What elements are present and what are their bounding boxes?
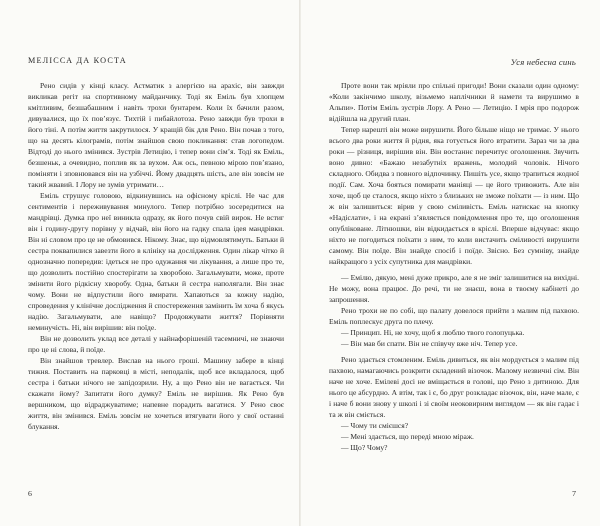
dialogue-line: — Він мав би спати. Він не співучу вже ніч. Тепер усе. [341, 339, 518, 348]
paragraph: Рено трохи не по собі, що палату довелося прийти з малим під пахвою. Еміль поплескує друга по плечу. [329, 306, 579, 326]
paragraph: Проте вони так мріяли про спільні пригоди! Вони сказали один одному: «Коли закінчимо школу, візьмемо наплічники й намети та вирушимо в Альпи». Потім Еміль зустрів Лору. А Рено — Летицію. І мрія про подорож відійшла на другий план. [329, 81, 579, 123]
right-page-body [329, 80, 579, 453]
page-number-right: 7 [572, 489, 576, 498]
paragraph: Він знайшов тревлер. Вислав на нього гроші. Машину забере в кінці тижня. Поставить на парковці в місті, неподалік, щоб все вкладалося, щоб сестра і батьки нічого не запідозрили. Ну, а що Рено він не вагається. Чи скажати йому? Запитати його думку? Еміль не вирішив. Як Рено був вершником, що відраджуватиме; напевне порадить вагатися. У Рено своє життя, він змінився. Еміль зовсім не хочеться втягувати його у свої останні блукання. [28, 356, 284, 431]
dialogue-line: — Що? Чому? [341, 443, 388, 452]
paragraph: Рено здається стомленим. Еміль дивиться, як він мордується з малим під пахвою, намагаючись розкрити складений візочок. Малому незвичні сім. Він наче не хоче. Емілеві досі не вміщається в голові, що Рено з дитиною. Для нього це абсурдно. А втім, так і є, бо друг розкладає візочок, він, наче мале, є і наче б вони знову у школі і зі своїм неоковирним виглядом — як він гадає і та ж він сміється. [329, 355, 579, 419]
running-head-author: МЕЛІССА ДА КОСТА [28, 56, 127, 65]
paragraph: Він не дозволить уклад все деталі у найнафорішеній тасемничі, не знаючи про це ні слова, й поїде. [28, 334, 284, 354]
paragraph: — Емілю, дякую, мені дуже прикро, але я не зміг залишитися на вихідні. Не можу, вона працює. До речі, ти не знаєш, вона в твоєму кабінеті до запрошення. [329, 273, 579, 304]
paragraph: Рено сидів у кінці класу. Астматик з алергією на арахіс, він завжди викликав регіт на спортивному майданчику. Тоді як Еміль був хлопцем кмітливим, безшабашним і навіть трохи бунтарем. Коли їх бачили разом, дивувалися, що їх пов’язує. Тихтій і пибайлотоза. Рено завжди був трохи в його тіні. А потім життя закрутилося. У кращій бік для Рено. Він почав з того, що на десять кілограмів, потім знайшов свою покликання: став логопедом. Відтоді до нього змінився. Зустрів Летицію, і тепер вони сім’я. Тоді як Еміль, безшеньк, а очевидно, поплив як за вухом. Аж ось, певною мірою пов’язано, поміняти і зповнювався він на узбіччі. Йому двадцять шість, але він зовсім не такий жвавий. І Лору не зумів утримати… [28, 81, 284, 189]
right-page [301, 0, 600, 526]
dialogue-line: — Мені здається, що переді мною міраж. [341, 432, 474, 441]
dialogue-line: — Чому ти смієшся? [341, 421, 409, 430]
page-number-left: 6 [28, 489, 32, 498]
paragraph: Еміль струшує головою, відкинувшись на офісному кріслі. Не час для сентиментів і переживування минулого. Тепер потрібно зосередитися на мандрівці. Думка про неї виникла одразу, як його почув свій вирок. Не встиг він і годину-другу порівну у відчай, він його на гадку спала ідея мандрівки. Він ні словом про це не обмовився. Нікому. Знає, що відмовлятимуть. Батьки й сестра поквапилися завезти його в клініку на дослідження. Один лікар чітко й однозначно попередив: ідеться не про одужання чи лікування, а лише про те, що дозволить постійно спостерігати за хворобою. Загальмувати, може, проте змінити його рідкісну хворобу. Одна, батьки й сестра наполягали. Він знає чому. Вони не відпустили його вмирати. Хапаються за кожну надію, спроведення у клінічне дослідження й спостереження замінить їм хоча б якусь надію. Загальмувати, але навіщо? Продовжувати життя? Порівняти неминучість. Ні, він вирішив: він поїде. [28, 191, 284, 332]
dialogue-line: — Принцип. Ні, не хочу, щоб я люблю твого голопуцька. [341, 328, 525, 337]
running-head-title: Уся небесна синь [510, 57, 576, 67]
left-page-body [28, 80, 284, 432]
left-page [0, 0, 299, 526]
paragraph: Тепер нарешті він може вирушити. Його більше ніщо не тримає. У нього всього два роки життя й рідня, яка готується його втратити. Зараз чи за два роки — різниця, вирішив він. Він востаннє перечитує оголошення. Звучить воно дивно: «Бажаю незабутніх вражень, молодий чоловік. Нічого складного. Обидва з повного відпочинку. Пишіть усе, якщо трапиться жодної події. Сам. Хоча бояться помирати маніяці — це його тривожить. Але він хоче, щоб це сталося, якщо ніхто з близьких не зможе поїхати — із ним. Що ж він залишиться: вірив у свою сміливість. Еміль натискає на кнопку «Надіслати», і на екрані з’являється повідомлення про те, що оголошення опубліковане. Літнюшки, він відкидається в кріслі. Вперше відчуває: якщо ніхто не погодиться поїхати з ним, то коли вистачить сміливості вирушити самому. Він поїде. Він знайде спосіб і поїде. Звісно. Без сумніву, знайде найкращого з усіх супутника для мандрівки. [329, 125, 579, 266]
